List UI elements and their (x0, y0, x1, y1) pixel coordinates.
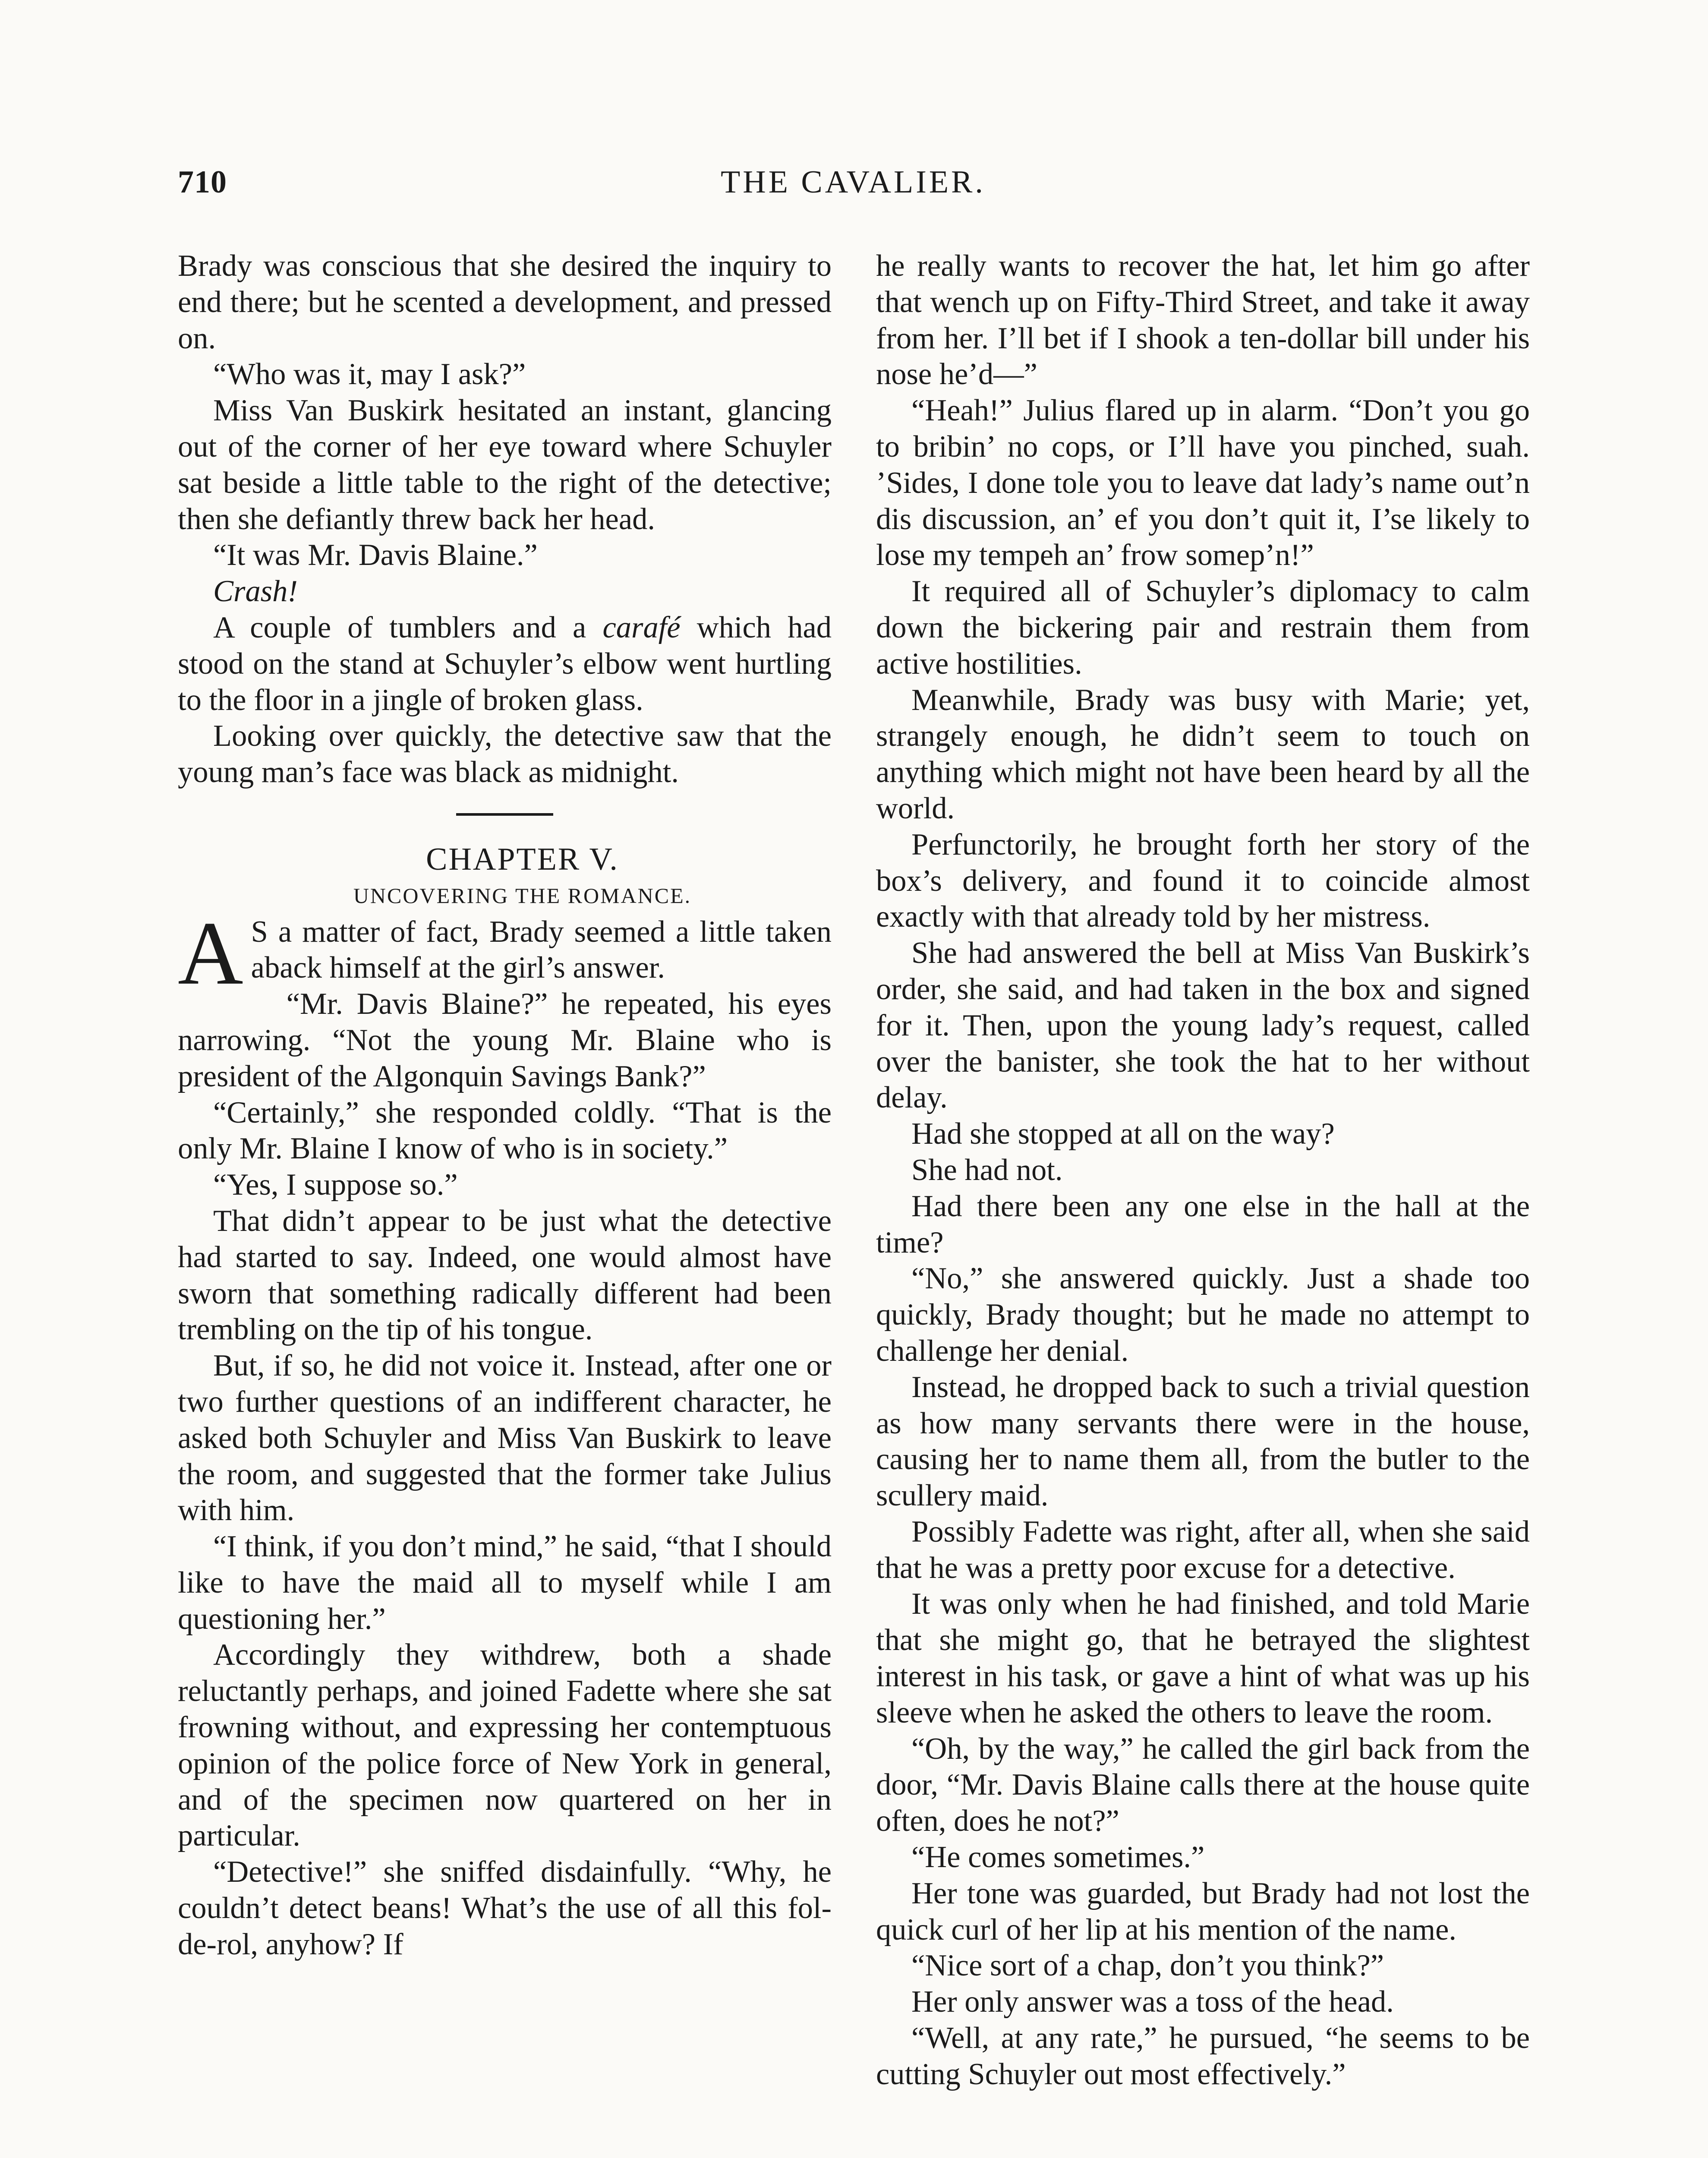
left-column (178, 248, 832, 1963)
paragraph: Her tone was guarded, but Brady had not lost the quick curl of her lip at his mention of the name. (876, 1876, 1530, 1947)
paragraph: Instead, he dropped back to such a trivial question as how many servants there were in the house, causing her to name them all, from the butler to the scullery maid. (876, 1370, 1530, 1513)
page-number: 710 (178, 164, 227, 200)
italic-word: carafé (602, 610, 681, 644)
page-header (178, 164, 1528, 216)
paragraph: “Detective!” she sniffed disdainfully. “Why, he couldn’t detect beans! What’s the use of all this fol-de-rol, anyhow? If (178, 1855, 832, 1961)
paragraph: Miss Van Buskirk hesitated an instant, glancing out of the corner of her eye toward where Schuyler sat beside a little table to the right of the detective; then she defiantly threw back her head. (178, 394, 832, 536)
paragraph: “It was Mr. Davis Blaine.” (213, 538, 538, 572)
text-run: S a matter of fact, Brady seemed a little taken aback himself at the girl’s answer. (251, 915, 832, 985)
paragraph (178, 903, 832, 1003)
paragraph: “Certainly,” she responded coldly. “That is the only Mr. Blaine I know of who is in society.” (178, 1095, 832, 1166)
paragraph: Accordingly they withdrew, both a shade reluctantly perhaps, and joined Fadette where she sat frowning without, and expressing her contemptuous opinion of the police force of New York in general, and of the specimen now quartered on her in particular. (178, 1638, 832, 1853)
drop-cap: A (178, 903, 243, 1003)
paragraph: “I think, if you don’t mind,” he said, “that I should like to have the maid all to myself while I am questioning her.” (178, 1530, 832, 1636)
paragraph: he really wants to recover the hat, let him go after that wench up on Fifty-Third Street, and take it away from her. I’ll bet if I shook a ten-dollar bill under his nose he’d—” (876, 249, 1530, 391)
paragraph: That didn’t appear to be just what the detective had started to say. Indeed, one would almost have sworn that something radically different had been trembling on the tip of his tongue. (178, 1204, 832, 1347)
text-run: which had stood on the stand at Schuyler’s elbow went hurtling to the floor in a jingle of broken glass. (178, 610, 832, 717)
paragraph: Had she stopped at all on the way? (911, 1117, 1335, 1151)
paragraph: “Oh, by the way,” he called the girl back from the door, “Mr. Davis Blaine calls there at the house quite often, does he not?” (876, 1732, 1530, 1838)
paragraph: Perfunctorily, he brought forth her story of the box’s delivery, and found it to coincide almost exactly with that already told by her mistress. (876, 827, 1530, 934)
chapter-heading: CHAPTER V. (426, 841, 619, 877)
paragraph: “Who was it, may I ask?” (213, 357, 526, 391)
paragraph: Crash! (213, 574, 298, 609)
paragraph: “He comes sometimes.” (911, 1840, 1205, 1874)
paragraph: “No,” she answered quickly. Just a shade too quickly, Brady thought; but he made no attempt to challenge her denial. (876, 1262, 1530, 1368)
paragraph: “Mr. Davis Blaine?” he repeated, his eyes narrowing. “Not the young Mr. Blaine who is president of the Algonquin Savings Bank?” (178, 987, 832, 1093)
section-divider (456, 813, 553, 816)
paragraph: She had not. (911, 1153, 1063, 1187)
paragraph: But, if so, he did not voice it. Instead, after one or two further questions of an indifferent character, he asked both Schuyler and Miss Van Buskirk to leave the room, and suggested that the former take Julius with him. (178, 1349, 832, 1527)
paragraph: Possibly Fadette was right, after all, when she said that he was a pretty poor excuse for a detective. (876, 1514, 1530, 1585)
paragraph: Looking over quickly, the detective saw that the young man’s face was black as midnight. (178, 719, 832, 789)
right-column (876, 248, 1530, 2093)
paragraph: Had there been any one else in the hall at the time? (876, 1189, 1530, 1259)
paragraph: “Well, at any rate,” he pursued, “he seems to be cutting Schuyler out most effectively.” (876, 2021, 1530, 2091)
paragraph: “Yes, I suppose so.” (213, 1168, 458, 1202)
paragraph: She had answered the bell at Miss Van Buskirk’s order, she said, and had taken in the box and signed for it. Then, upon the young lady’s request, called over the banister, she took the hat to her without delay. (876, 936, 1530, 1115)
paragraph: Brady was conscious that she desired the inquiry to end there; but he scented a development, and pressed on. (178, 249, 832, 355)
paragraph (178, 610, 832, 718)
running-head: THE CAVALIER. (721, 164, 986, 200)
paragraph: “Heah!” Julius flared up in alarm. “Don’t you go to bribin’ no cops, or I’ll have you pinched, suah. ’Sides, I done tole you to leave dat lady’s name out’n dis discussion, an’ ef you don’t quit it, I’se likely to lose my tempeh an’ frow somep’n!” (876, 394, 1530, 572)
paragraph: Her only answer was a toss of the head. (911, 1985, 1394, 2019)
paragraph: It required all of Schuyler’s diplomacy to calm down the bickering pair and restrain them from active hostilities. (876, 574, 1530, 681)
text-run: A couple of tumblers and a (213, 610, 603, 644)
paragraph: It was only when he had finished, and told Marie that she might go, that he betrayed the slightest interest in his task, or gave a hint of what was up his sleeve when he asked the others to leave the room. (876, 1587, 1530, 1729)
chapter-subtitle: UNCOVERING THE ROMANCE. (353, 883, 692, 908)
paragraph: Meanwhile, Brady was busy with Marie; yet, strangely enough, he didn’t seem to touch on anything which might not have been heard by all the world. (876, 683, 1530, 825)
paragraph: “Nice sort of a chap, don’t you think?” (911, 1949, 1384, 1983)
